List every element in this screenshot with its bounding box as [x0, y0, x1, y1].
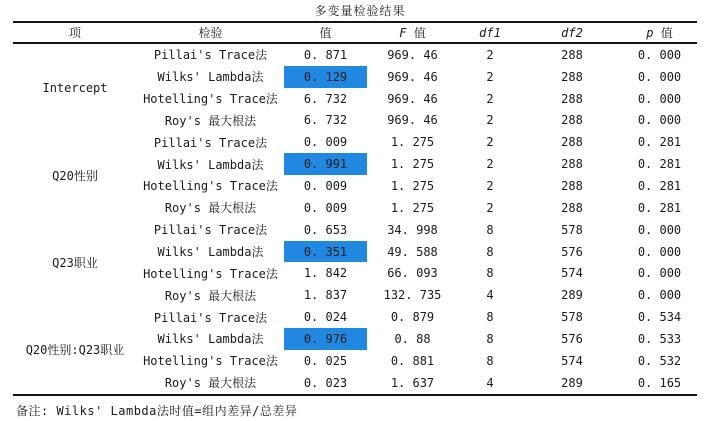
table-row	[13, 306, 697, 328]
table-header	[13, 22, 697, 43]
cell-p: 0. 000	[637, 288, 682, 303]
cell-test: Wilks' Lambda法	[157, 70, 264, 85]
cell-test: Wilks' Lambda法	[157, 245, 264, 260]
cell-f: 0. 88	[394, 331, 431, 346]
column-header-df1: df1	[458, 22, 522, 43]
cell-df2: 289	[561, 375, 583, 390]
cell-test: Pillai's Trace法	[153, 48, 268, 63]
cell-p: 0. 000	[637, 47, 682, 62]
cell-test: Pillai's Trace法	[153, 310, 268, 325]
cell-df2: 574	[561, 353, 583, 368]
group-label: Q20性别:Q23职业	[25, 343, 125, 358]
cell-p: 0. 281	[637, 157, 682, 172]
cell-f: 969. 46	[387, 69, 438, 84]
cell-p: 0. 000	[637, 69, 682, 84]
cell-f: 1. 275	[390, 200, 435, 215]
cell-df1: 2	[486, 113, 494, 128]
cell-value: 0. 023	[303, 375, 348, 390]
header-row	[13, 22, 697, 43]
cell-df1: 2	[486, 200, 494, 215]
cell-df1: 8	[486, 244, 494, 259]
cell-df1: 2	[486, 91, 494, 106]
cell-test: Roy's 最大根法	[164, 376, 257, 391]
cell-f: 969. 46	[387, 91, 438, 106]
cell-f: 969. 46	[387, 47, 438, 62]
cell-df1: 2	[486, 135, 494, 150]
cell-value: 1. 837	[303, 288, 348, 303]
multivariate-results-table	[13, 21, 697, 396]
group-label: Q23职业	[52, 255, 98, 270]
cell-value: 0. 024	[303, 310, 348, 325]
cell-test: Roy's 最大根法	[164, 288, 257, 303]
column-header-item: 项	[13, 22, 137, 43]
cell-p: 0. 281	[637, 200, 682, 215]
cell-test: Roy's 最大根法	[164, 201, 257, 216]
cell-df1: 8	[486, 266, 494, 281]
cell-value-highlighted: 0. 129	[284, 66, 367, 88]
cell-value-highlighted: 0. 991	[284, 153, 367, 175]
cell-df2: 576	[561, 331, 583, 346]
cell-value-highlighted: 0. 351	[284, 241, 367, 263]
cell-df1: 2	[486, 178, 494, 193]
cell-value: 0. 871	[303, 47, 348, 62]
cell-df2: 288	[561, 157, 583, 172]
group-label: Intercept	[42, 80, 108, 95]
column-header-f: F 值	[367, 22, 458, 43]
cell-test: Hotelling's Trace法	[143, 179, 278, 194]
cell-f: 1. 637	[390, 375, 435, 390]
cell-p: 0. 165	[637, 375, 682, 390]
cell-f: 34. 998	[387, 222, 438, 237]
cell-value: 0. 009	[303, 178, 348, 193]
table-row	[13, 131, 697, 153]
cell-test: Pillai's Trace法	[153, 223, 268, 238]
cell-df2: 289	[561, 288, 583, 303]
cell-df2: 288	[561, 91, 583, 106]
cell-f: 0. 879	[390, 310, 435, 325]
cell-test: Hotelling's Trace法	[143, 266, 278, 281]
cell-p: 0. 533	[637, 331, 682, 346]
table-row	[13, 43, 697, 66]
cell-p: 0. 000	[637, 244, 682, 259]
cell-test: Wilks' Lambda法	[157, 332, 264, 347]
cell-df2: 288	[561, 178, 583, 193]
column-header-df2: df2	[522, 22, 622, 43]
cell-df2: 576	[561, 244, 583, 259]
cell-df2: 578	[561, 310, 583, 325]
cell-value: 0. 009	[303, 200, 348, 215]
cell-f: 969. 46	[387, 113, 438, 128]
cell-f: 132. 735	[383, 288, 442, 303]
cell-df1: 2	[486, 47, 494, 62]
table-row	[13, 219, 697, 241]
cell-value: 6. 732	[303, 91, 348, 106]
cell-value: 1. 842	[303, 266, 348, 281]
page-title: 多变量检验结果	[314, 4, 406, 18]
cell-p: 0. 000	[637, 222, 682, 237]
group-label: Q20性别	[52, 168, 98, 183]
cell-value: 0. 025	[303, 353, 348, 368]
cell-f: 1. 275	[390, 178, 435, 193]
cell-value: 0. 009	[303, 135, 348, 150]
cell-p: 0. 534	[637, 310, 682, 325]
cell-f: 66. 093	[387, 266, 438, 281]
cell-p: 0. 281	[637, 135, 682, 150]
cell-df1: 8	[486, 222, 494, 237]
cell-df1: 8	[486, 353, 494, 368]
cell-test: Pillai's Trace法	[153, 135, 268, 150]
cell-test: Roy's 最大根法	[164, 113, 257, 128]
cell-df1: 2	[486, 69, 494, 84]
cell-df2: 288	[561, 47, 583, 62]
cell-f: 1. 275	[390, 157, 435, 172]
cell-df1: 2	[486, 157, 494, 172]
cell-f: 49. 588	[387, 244, 438, 259]
cell-f: 0. 881	[390, 353, 435, 368]
cell-df2: 578	[561, 222, 583, 237]
cell-p: 0. 281	[637, 178, 682, 193]
cell-df2: 288	[561, 113, 583, 128]
cell-df2: 574	[561, 266, 583, 281]
cell-df1: 8	[486, 331, 494, 346]
footnote: 备注: Wilks' Lambda法时值=组内差异/总差异	[16, 403, 298, 418]
cell-test: Hotelling's Trace法	[143, 354, 278, 369]
cell-df2: 288	[561, 200, 583, 215]
table-body	[13, 43, 697, 395]
cell-df2: 288	[561, 135, 583, 150]
cell-df2: 288	[561, 69, 583, 84]
cell-p: 0. 000	[637, 266, 682, 281]
cell-value-highlighted: 0. 976	[284, 328, 367, 350]
cell-test: Hotelling's Trace法	[143, 92, 278, 107]
cell-value: 6. 732	[303, 113, 348, 128]
cell-df1: 8	[486, 310, 494, 325]
cell-df1: 4	[486, 288, 494, 303]
cell-value: 0. 653	[303, 222, 348, 237]
column-header-value: 值	[284, 22, 367, 43]
cell-df1: 4	[486, 375, 494, 390]
cell-p: 0. 000	[637, 91, 682, 106]
cell-f: 1. 275	[390, 135, 435, 150]
cell-p: 0. 532	[637, 353, 682, 368]
cell-p: 0. 000	[637, 113, 682, 128]
column-header-p: p 值	[622, 22, 697, 43]
column-header-test: 检验	[137, 22, 284, 43]
cell-test: Wilks' Lambda法	[157, 157, 264, 172]
